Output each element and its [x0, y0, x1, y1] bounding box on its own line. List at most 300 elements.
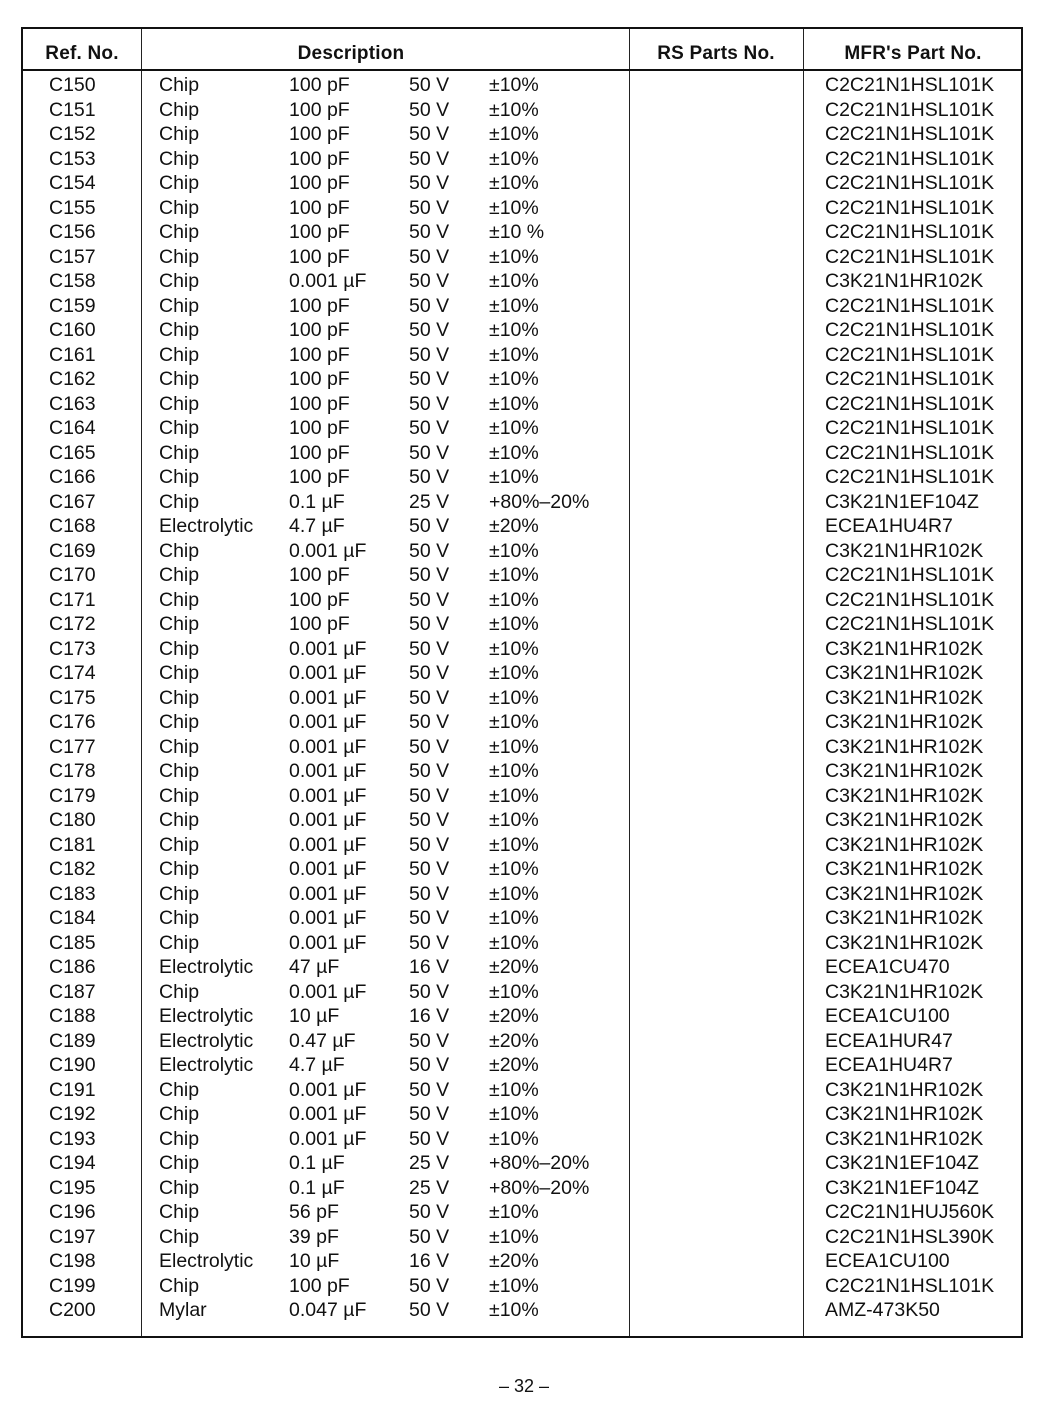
mfr-part-no-cell: C2C21N1HSL101K — [825, 588, 995, 611]
voltage-cell: 50 V — [409, 441, 450, 464]
type-cell: Chip — [159, 98, 200, 121]
table-row — [23, 1004, 1021, 1029]
value-cell: 0.1 µF — [289, 1152, 345, 1174]
tolerance-cell: ±20% — [489, 956, 539, 978]
voltage-cell: 50 V — [409, 784, 450, 807]
voltage-cell: 50 V — [409, 882, 450, 905]
value-cell: 100 pF — [289, 441, 350, 464]
voltage-cell: 16 V — [409, 1250, 450, 1272]
type-cell: Chip — [159, 833, 200, 856]
type-cell: Chip — [159, 1152, 200, 1174]
table-row — [23, 588, 1021, 613]
type-cell: Chip — [159, 319, 200, 341]
type-cell: Chip — [159, 539, 200, 562]
mfr-part-no-cell: C3K21N1EF104Z — [825, 490, 979, 513]
value-cell: 0.001 µF — [289, 882, 367, 905]
table-row — [23, 1249, 1021, 1274]
value-cell: 0.001 µF — [289, 1127, 367, 1150]
table-row — [23, 612, 1021, 637]
table-row — [23, 1078, 1021, 1103]
value-cell: 0.001 µF — [289, 784, 367, 807]
voltage-cell: 50 V — [409, 123, 450, 145]
voltage-cell: 50 V — [409, 196, 450, 219]
value-cell: 0.001 µF — [289, 711, 367, 733]
value-cell: 56 pF — [289, 1201, 339, 1223]
table-row — [23, 882, 1021, 907]
table-row — [23, 171, 1021, 196]
ref-no-cell: C162 — [49, 368, 96, 390]
table-row — [23, 661, 1021, 686]
type-cell: Chip — [159, 858, 200, 880]
ref-no-cell: C171 — [49, 588, 96, 611]
value-cell: 100 pF — [289, 196, 350, 219]
mfr-part-no-cell: C2C21N1HSL101K — [825, 343, 995, 366]
mfr-part-no-cell: C2C21N1HSL101K — [825, 466, 995, 488]
voltage-cell: 50 V — [409, 662, 450, 684]
type-cell: Chip — [159, 1225, 200, 1248]
voltage-cell: 50 V — [409, 319, 450, 341]
ref-no-cell: C184 — [49, 907, 96, 929]
mfr-part-no-cell: C2C21N1HSL101K — [825, 172, 995, 194]
ref-no-cell: C165 — [49, 441, 96, 464]
tolerance-cell: ±10% — [489, 1103, 539, 1125]
header-rs-parts-no: RS Parts No. — [657, 43, 775, 64]
ref-no-cell: C186 — [49, 956, 96, 978]
type-cell: Chip — [159, 172, 200, 194]
value-cell: 100 pF — [289, 98, 350, 121]
value-cell: 100 pF — [289, 466, 350, 488]
type-cell: Chip — [159, 662, 200, 684]
mfr-part-no-cell: C2C21N1HSL101K — [825, 1274, 995, 1297]
type-cell: Chip — [159, 784, 200, 807]
tolerance-cell: ±10% — [489, 711, 539, 733]
value-cell: 0.47 µF — [289, 1029, 356, 1052]
value-cell: 4.7 µF — [289, 515, 345, 537]
tolerance-cell: ±10% — [489, 1225, 539, 1248]
type-cell: Chip — [159, 1103, 200, 1125]
table-row — [23, 735, 1021, 760]
table-row — [23, 465, 1021, 490]
ref-no-cell: C164 — [49, 417, 96, 439]
voltage-cell: 50 V — [409, 270, 450, 292]
table-body — [23, 73, 1021, 1323]
voltage-cell: 50 V — [409, 147, 450, 170]
type-cell: Chip — [159, 564, 200, 586]
ref-no-cell: C179 — [49, 784, 96, 807]
voltage-cell: 16 V — [409, 956, 450, 978]
mfr-part-no-cell: C3K21N1HR102K — [825, 662, 984, 684]
type-cell: Chip — [159, 417, 200, 439]
tolerance-cell: ±10% — [489, 833, 539, 856]
tolerance-cell: ±20% — [489, 1054, 539, 1076]
table-row — [23, 416, 1021, 441]
table-row — [23, 196, 1021, 221]
tolerance-cell: ±10% — [489, 1127, 539, 1150]
ref-no-cell: C200 — [49, 1299, 96, 1321]
tolerance-cell: ±10% — [489, 1078, 539, 1101]
mfr-part-no-cell: C3K21N1HR102K — [825, 711, 984, 733]
mfr-part-no-cell: C2C21N1HSL101K — [825, 123, 995, 145]
voltage-cell: 50 V — [409, 392, 450, 415]
table-row — [23, 686, 1021, 711]
tolerance-cell: ±10% — [489, 539, 539, 562]
type-cell: Chip — [159, 711, 200, 733]
tolerance-cell: ±10% — [489, 319, 539, 341]
value-cell: 100 pF — [289, 245, 350, 268]
voltage-cell: 50 V — [409, 1274, 450, 1297]
type-cell: Electrolytic — [159, 956, 254, 978]
voltage-cell: 50 V — [409, 1225, 450, 1248]
table-row — [23, 563, 1021, 588]
type-cell: Electrolytic — [159, 1054, 254, 1076]
mfr-part-no-cell: C3K21N1HR102K — [825, 1078, 984, 1101]
value-cell: 0.1 µF — [289, 1176, 345, 1199]
voltage-cell: 50 V — [409, 809, 450, 831]
tolerance-cell: ±10% — [489, 245, 539, 268]
mfr-part-no-cell: C3K21N1HR102K — [825, 931, 984, 954]
voltage-cell: 50 V — [409, 735, 450, 758]
table-row — [23, 294, 1021, 319]
tolerance-cell: ±10% — [489, 98, 539, 121]
tolerance-cell: +80%–20% — [489, 490, 590, 513]
table-row — [23, 784, 1021, 809]
voltage-cell: 25 V — [409, 1176, 450, 1199]
voltage-cell: 50 V — [409, 98, 450, 121]
value-cell: 0.1 µF — [289, 490, 345, 513]
mfr-part-no-cell: C3K21N1HR102K — [825, 686, 984, 709]
value-cell: 0.001 µF — [289, 270, 367, 292]
type-cell: Chip — [159, 882, 200, 905]
ref-no-cell: C181 — [49, 833, 96, 856]
table-row — [23, 147, 1021, 172]
tolerance-cell: ±10% — [489, 466, 539, 488]
table-row — [23, 759, 1021, 784]
tolerance-cell: ±10% — [489, 809, 539, 831]
value-cell: 0.001 µF — [289, 686, 367, 709]
tolerance-cell: ±10% — [489, 1274, 539, 1297]
page-number: – 32 – — [498, 1376, 550, 1396]
table-row — [23, 1151, 1021, 1176]
value-cell: 10 µF — [289, 1250, 340, 1272]
ref-no-cell: C159 — [49, 294, 96, 317]
ref-no-cell: C182 — [49, 858, 96, 880]
table-row — [23, 392, 1021, 417]
mfr-part-no-cell: C2C21N1HSL390K — [825, 1225, 995, 1248]
type-cell: Chip — [159, 466, 200, 488]
type-cell: Electrolytic — [159, 1005, 254, 1027]
value-cell: 100 pF — [289, 368, 350, 390]
tolerance-cell: +80%–20% — [489, 1176, 590, 1199]
ref-no-cell: C197 — [49, 1225, 96, 1248]
value-cell: 4.7 µF — [289, 1054, 345, 1076]
type-cell: Electrolytic — [159, 1029, 254, 1052]
value-cell: 100 pF — [289, 319, 350, 341]
table-row — [23, 367, 1021, 392]
tolerance-cell: ±10% — [489, 760, 539, 782]
voltage-cell: 50 V — [409, 980, 450, 1003]
ref-no-cell: C199 — [49, 1274, 96, 1297]
table-row — [23, 343, 1021, 368]
mfr-part-no-cell: C3K21N1HR102K — [825, 980, 984, 1003]
mfr-part-no-cell: C2C21N1HSL101K — [825, 98, 995, 121]
ref-no-cell: C183 — [49, 882, 96, 905]
table-row — [23, 1298, 1021, 1323]
tolerance-cell: ±20% — [489, 1029, 539, 1052]
tolerance-cell: ±10% — [489, 147, 539, 170]
mfr-part-no-cell: ECEA1HUR47 — [825, 1029, 953, 1052]
ref-no-cell: C172 — [49, 613, 96, 635]
ref-no-cell: C151 — [49, 98, 96, 121]
value-cell: 0.001 µF — [289, 637, 367, 660]
ref-no-cell: C196 — [49, 1201, 96, 1223]
mfr-part-no-cell: C2C21N1HSL101K — [825, 196, 995, 219]
tolerance-cell: ±10% — [489, 441, 539, 464]
table-row — [23, 539, 1021, 564]
table-row — [23, 269, 1021, 294]
mfr-part-no-cell: C2C21N1HUJ560K — [825, 1201, 995, 1223]
mfr-part-no-cell: C2C21N1HSL101K — [825, 245, 995, 268]
value-cell: 39 pF — [289, 1225, 339, 1248]
type-cell: Chip — [159, 760, 200, 782]
table-row — [23, 245, 1021, 270]
voltage-cell: 50 V — [409, 833, 450, 856]
ref-no-cell: C169 — [49, 539, 96, 562]
voltage-cell: 50 V — [409, 1054, 450, 1076]
value-cell: 0.001 µF — [289, 858, 367, 880]
tolerance-cell: ±10% — [489, 588, 539, 611]
value-cell: 100 pF — [289, 392, 350, 415]
tolerance-cell: ±10% — [489, 1299, 539, 1321]
mfr-part-no-cell: C2C21N1HSL101K — [825, 441, 995, 464]
tolerance-cell: ±10% — [489, 784, 539, 807]
mfr-part-no-cell: C3K21N1EF104Z — [825, 1176, 979, 1199]
value-cell: 0.001 µF — [289, 931, 367, 954]
ref-no-cell: C166 — [49, 466, 96, 488]
tolerance-cell: ±10% — [489, 343, 539, 366]
type-cell: Chip — [159, 588, 200, 611]
type-cell: Chip — [159, 809, 200, 831]
voltage-cell: 50 V — [409, 1103, 450, 1125]
ref-no-cell: C173 — [49, 637, 96, 660]
table-row — [23, 1225, 1021, 1250]
voltage-cell: 50 V — [409, 1299, 450, 1321]
mfr-part-no-cell: C3K21N1HR102K — [825, 735, 984, 758]
tolerance-cell: ±10% — [489, 172, 539, 194]
mfr-part-no-cell: C2C21N1HSL101K — [825, 147, 995, 170]
header-ref-no: Ref. No. — [45, 43, 119, 64]
mfr-part-no-cell: AMZ-473K50 — [825, 1299, 940, 1321]
value-cell: 100 pF — [289, 74, 350, 96]
mfr-part-no-cell: ECEA1CU470 — [825, 956, 950, 978]
value-cell: 100 pF — [289, 147, 350, 170]
table-row — [23, 710, 1021, 735]
ref-no-cell: C163 — [49, 392, 96, 415]
value-cell: 100 pF — [289, 613, 350, 635]
ref-no-cell: C168 — [49, 515, 96, 537]
type-cell: Chip — [159, 490, 200, 513]
tolerance-cell: ±10% — [489, 980, 539, 1003]
voltage-cell: 50 V — [409, 760, 450, 782]
table-row — [23, 514, 1021, 539]
table-row — [23, 931, 1021, 956]
type-cell: Chip — [159, 613, 200, 635]
voltage-cell: 50 V — [409, 613, 450, 635]
tolerance-cell: ±10% — [489, 368, 539, 390]
mfr-part-no-cell: C2C21N1HSL101K — [825, 613, 995, 635]
voltage-cell: 50 V — [409, 368, 450, 390]
mfr-part-no-cell: C3K21N1HR102K — [825, 809, 984, 831]
voltage-cell: 50 V — [409, 1201, 450, 1223]
voltage-cell: 50 V — [409, 417, 450, 439]
voltage-cell: 16 V — [409, 1005, 450, 1027]
type-cell: Chip — [159, 980, 200, 1003]
ref-no-cell: C152 — [49, 123, 96, 145]
table-row — [23, 1029, 1021, 1054]
voltage-cell: 50 V — [409, 343, 450, 366]
parts-table — [21, 27, 1023, 1338]
table-row — [23, 1274, 1021, 1299]
ref-no-cell: C193 — [49, 1127, 96, 1150]
ref-no-cell: C175 — [49, 686, 96, 709]
value-cell: 0.001 µF — [289, 833, 367, 856]
type-cell: Chip — [159, 735, 200, 758]
mfr-part-no-cell: C3K21N1HR102K — [825, 784, 984, 807]
value-cell: 0.001 µF — [289, 980, 367, 1003]
ref-no-cell: C192 — [49, 1103, 96, 1125]
ref-no-cell: C155 — [49, 196, 96, 219]
mfr-part-no-cell: ECEA1CU100 — [825, 1250, 950, 1272]
type-cell: Chip — [159, 686, 200, 709]
value-cell: 47 µF — [289, 956, 340, 978]
value-cell: 0.001 µF — [289, 1078, 367, 1101]
tolerance-cell: ±10% — [489, 735, 539, 758]
voltage-cell: 50 V — [409, 172, 450, 194]
type-cell: Chip — [159, 147, 200, 170]
ref-no-cell: C161 — [49, 343, 96, 366]
voltage-cell: 50 V — [409, 637, 450, 660]
ref-no-cell: C170 — [49, 564, 96, 586]
mfr-part-no-cell: C3K21N1HR102K — [825, 858, 984, 880]
tolerance-cell: ±10% — [489, 882, 539, 905]
type-cell: Chip — [159, 637, 200, 660]
header-divider — [23, 69, 1021, 71]
mfr-part-no-cell: C3K21N1HR102K — [825, 270, 984, 292]
table-row — [23, 98, 1021, 123]
tolerance-cell: ±10% — [489, 196, 539, 219]
mfr-part-no-cell: C2C21N1HSL101K — [825, 221, 995, 243]
table-row — [23, 637, 1021, 662]
tolerance-cell: ±10% — [489, 564, 539, 586]
ref-no-cell: C160 — [49, 319, 96, 341]
tolerance-cell: ±10% — [489, 1201, 539, 1223]
tolerance-cell: ±10% — [489, 858, 539, 880]
value-cell: 100 pF — [289, 294, 350, 317]
type-cell: Electrolytic — [159, 1250, 254, 1272]
type-cell: Chip — [159, 270, 200, 292]
tolerance-cell: ±10 % — [489, 221, 545, 243]
value-cell: 10 µF — [289, 1005, 340, 1027]
mfr-part-no-cell: C2C21N1HSL101K — [825, 564, 995, 586]
type-cell: Chip — [159, 196, 200, 219]
voltage-cell: 50 V — [409, 221, 450, 243]
tolerance-cell: ±10% — [489, 392, 539, 415]
ref-no-cell: C157 — [49, 245, 96, 268]
table-row — [23, 1127, 1021, 1152]
voltage-cell: 50 V — [409, 466, 450, 488]
ref-no-cell: C188 — [49, 1005, 96, 1027]
voltage-cell: 50 V — [409, 564, 450, 586]
table-row — [23, 318, 1021, 343]
voltage-cell: 50 V — [409, 539, 450, 562]
value-cell: 0.001 µF — [289, 662, 367, 684]
voltage-cell: 50 V — [409, 1029, 450, 1052]
header-description: Description — [297, 43, 405, 64]
value-cell: 100 pF — [289, 343, 350, 366]
value-cell: 0.001 µF — [289, 1103, 367, 1125]
ref-no-cell: C156 — [49, 221, 96, 243]
type-cell: Chip — [159, 245, 200, 268]
ref-no-cell: C190 — [49, 1054, 96, 1076]
tolerance-cell: ±20% — [489, 515, 539, 537]
mfr-part-no-cell: C3K21N1HR102K — [825, 833, 984, 856]
value-cell: 100 pF — [289, 221, 350, 243]
value-cell: 0.001 µF — [289, 760, 367, 782]
value-cell: 100 pF — [289, 172, 350, 194]
tolerance-cell: ±10% — [489, 294, 539, 317]
ref-no-cell: C187 — [49, 980, 96, 1003]
mfr-part-no-cell: C2C21N1HSL101K — [825, 368, 995, 390]
mfr-part-no-cell: C3K21N1HR102K — [825, 907, 984, 929]
type-cell: Chip — [159, 1176, 200, 1199]
ref-no-cell: C153 — [49, 147, 96, 170]
value-cell: 0.047 µF — [289, 1299, 367, 1321]
table-row — [23, 906, 1021, 931]
voltage-cell: 50 V — [409, 686, 450, 709]
ref-no-cell: C189 — [49, 1029, 96, 1052]
mfr-part-no-cell: C2C21N1HSL101K — [825, 392, 995, 415]
voltage-cell: 50 V — [409, 74, 450, 96]
table-row — [23, 441, 1021, 466]
tolerance-cell: ±10% — [489, 907, 539, 929]
mfr-part-no-cell: ECEA1HU4R7 — [825, 515, 953, 537]
table-row — [23, 1053, 1021, 1078]
mfr-part-no-cell: C2C21N1HSL101K — [825, 417, 995, 439]
type-cell: Chip — [159, 1127, 200, 1150]
table-row — [23, 1176, 1021, 1201]
type-cell: Chip — [159, 368, 200, 390]
type-cell: Mylar — [159, 1299, 207, 1321]
table-row — [23, 220, 1021, 245]
ref-no-cell: C178 — [49, 760, 96, 782]
ref-no-cell: C198 — [49, 1250, 96, 1272]
table-row — [23, 808, 1021, 833]
type-cell: Chip — [159, 123, 200, 145]
ref-no-cell: C176 — [49, 711, 96, 733]
mfr-part-no-cell: C2C21N1HSL101K — [825, 74, 995, 96]
voltage-cell: 50 V — [409, 1078, 450, 1101]
value-cell: 0.001 µF — [289, 735, 367, 758]
mfr-part-no-cell: C3K21N1HR102K — [825, 882, 984, 905]
value-cell: 0.001 µF — [289, 539, 367, 562]
type-cell: Chip — [159, 343, 200, 366]
ref-no-cell: C194 — [49, 1152, 96, 1174]
tolerance-cell: ±10% — [489, 74, 539, 96]
mfr-part-no-cell: C3K21N1EF104Z — [825, 1152, 979, 1174]
mfr-part-no-cell: ECEA1CU100 — [825, 1005, 950, 1027]
ref-no-cell: C150 — [49, 74, 96, 96]
table-row — [23, 857, 1021, 882]
ref-no-cell: C174 — [49, 662, 96, 684]
